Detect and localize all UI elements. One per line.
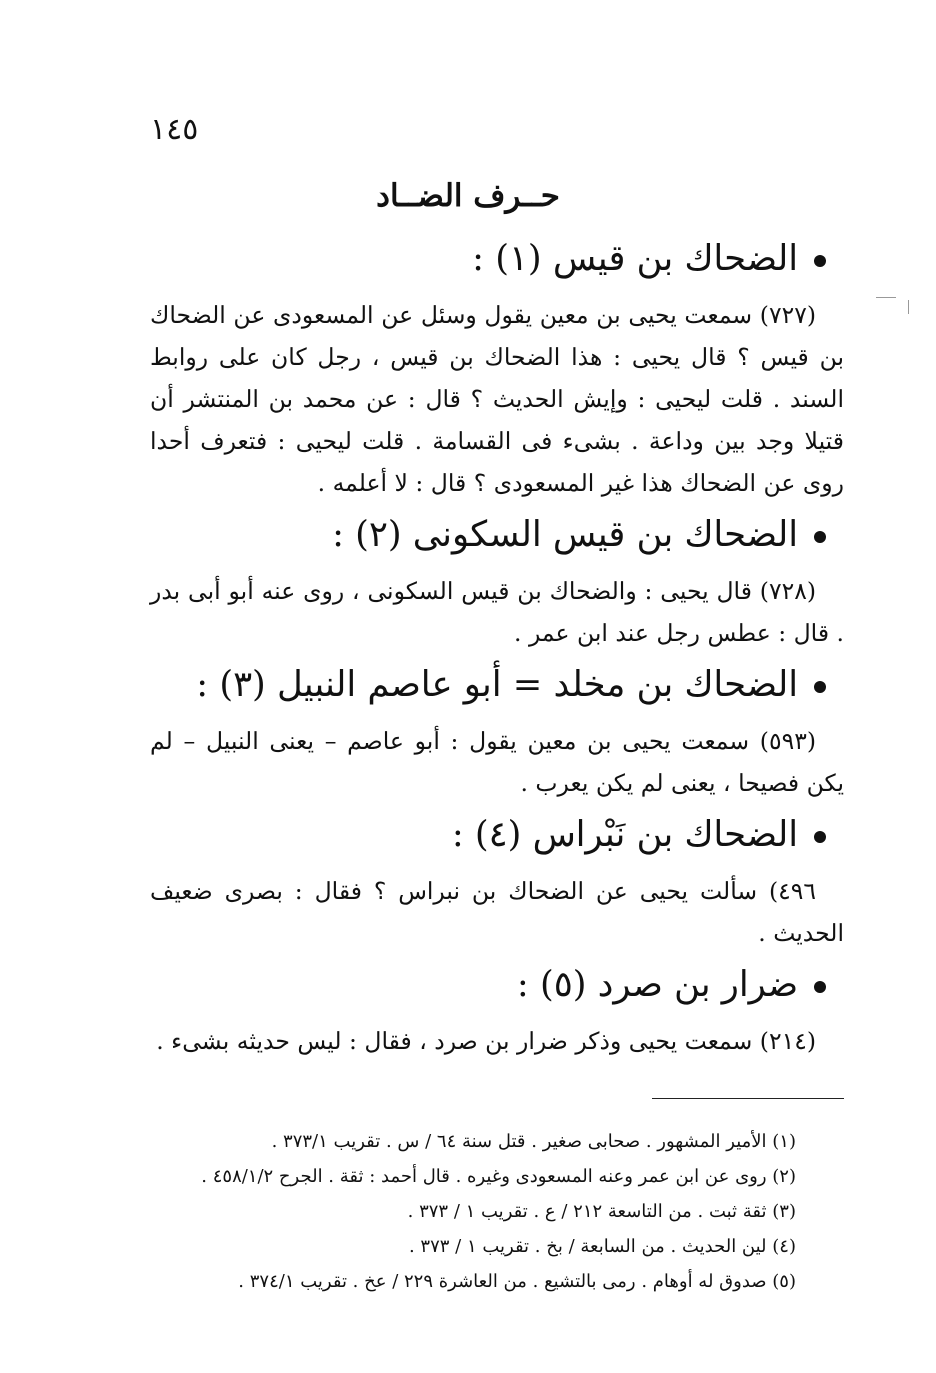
entry-heading [150, 814, 844, 856]
entry-heading-text: الضحاك بن مخلد = أبو عاصم النبيل (٣) : [196, 664, 798, 705]
main-text [150, 238, 844, 1062]
entry-text: ٤٩٦) سألت يحيى عن الضحاك بن نبراس ؟ فقال : بصرى ضعيف الحديث . [150, 877, 844, 947]
entry [150, 814, 844, 954]
bullet-icon [814, 531, 826, 543]
scan-mark [876, 297, 896, 298]
bullet-icon [814, 255, 826, 267]
entry-text: (٧٢٧) سمعت يحيى بن معين يقول وسئل عن المسعودى عن الضحاك بن قيس ؟ قال يحيى : هذا الضحاك بن قيس ، رجل كان على روابط السند . قلت ليحيى : وإيش الحديث ؟ قال : عن محمد بن المنتشر أن قتيلا وجد بين وداعة . بشىء فى القسامة . قلت ليحيى : فتعرف أحدا روى عن الضحاك هذا غير المسعودى ؟ قال : لا أعلمه . [150, 301, 844, 497]
page-number: ١٤٥ [150, 112, 199, 147]
entry [150, 964, 844, 1062]
entry [150, 514, 844, 654]
entry-heading [150, 238, 844, 280]
footnote: (٢) روى عن ابن عمر وعنه المسعودى وغيره . قال أحمد : ثقة . الجرح ٤٥٨/١/٢ . [201, 1166, 796, 1187]
entry-text: (٢١٤) سمعت يحيى وذكر ضرار بن صرد ، فقال : ليس حديثه بشىء . [156, 1027, 816, 1055]
entry-heading-text: الضحاك بن نَبْراس (٤) : [451, 814, 798, 855]
entry [150, 664, 844, 804]
entry-heading [150, 664, 844, 706]
entry-heading [150, 514, 844, 556]
footnote: (٤) لين الحديث . من السابعة / بخ . تقريب ١ / ٣٧٣ . [408, 1236, 796, 1257]
footnote-divider [652, 1098, 844, 1099]
entry [150, 238, 844, 504]
entry-text: (٥٩٣) سمعت يحيى بن معين يقول : أبو عاصم – يعنى النبيل – لم يكن فصيحا ، يعنى لم يكن يعرب . [150, 727, 844, 797]
bullet-icon [814, 681, 826, 693]
entry-text: (٧٢٨) قال يحيى : والضحاك بن قيس السكونى ، روى عنه أبو أبى بدر . قال : عطس رجل عند ابن عمر . [150, 577, 844, 647]
scan-mark [908, 300, 909, 314]
entry-heading [150, 964, 844, 1006]
footnote: (٣) ثقة ثبت . من التاسعة ٢١٢ / ع . تقريب ١ / ٣٧٣ . [407, 1201, 796, 1222]
bullet-icon [814, 831, 826, 843]
footnote: (١) الأمير المشهور . صحابى صغير . قتل سنة ٦٤ / س . تقريب ٣٧٣/١ . [271, 1131, 796, 1152]
entry-heading-text: ضرار بن صرد (٥) : [516, 964, 798, 1005]
entry-heading-text: الضحاك بن قيس (١) : [472, 238, 798, 279]
entry-heading-text: الضحاك بن قيس السكونى (٢) : [332, 514, 798, 555]
footnotes [150, 1124, 796, 1299]
bullet-icon [814, 981, 826, 993]
chapter-title: حــرف الضــاد [376, 178, 560, 214]
footnote: (٥) صدوق له أوهام . رمى بالتشيع . من العاشرة ٢٢٩ / عخ . تقريب ٣٧٤/١ . [238, 1271, 796, 1292]
